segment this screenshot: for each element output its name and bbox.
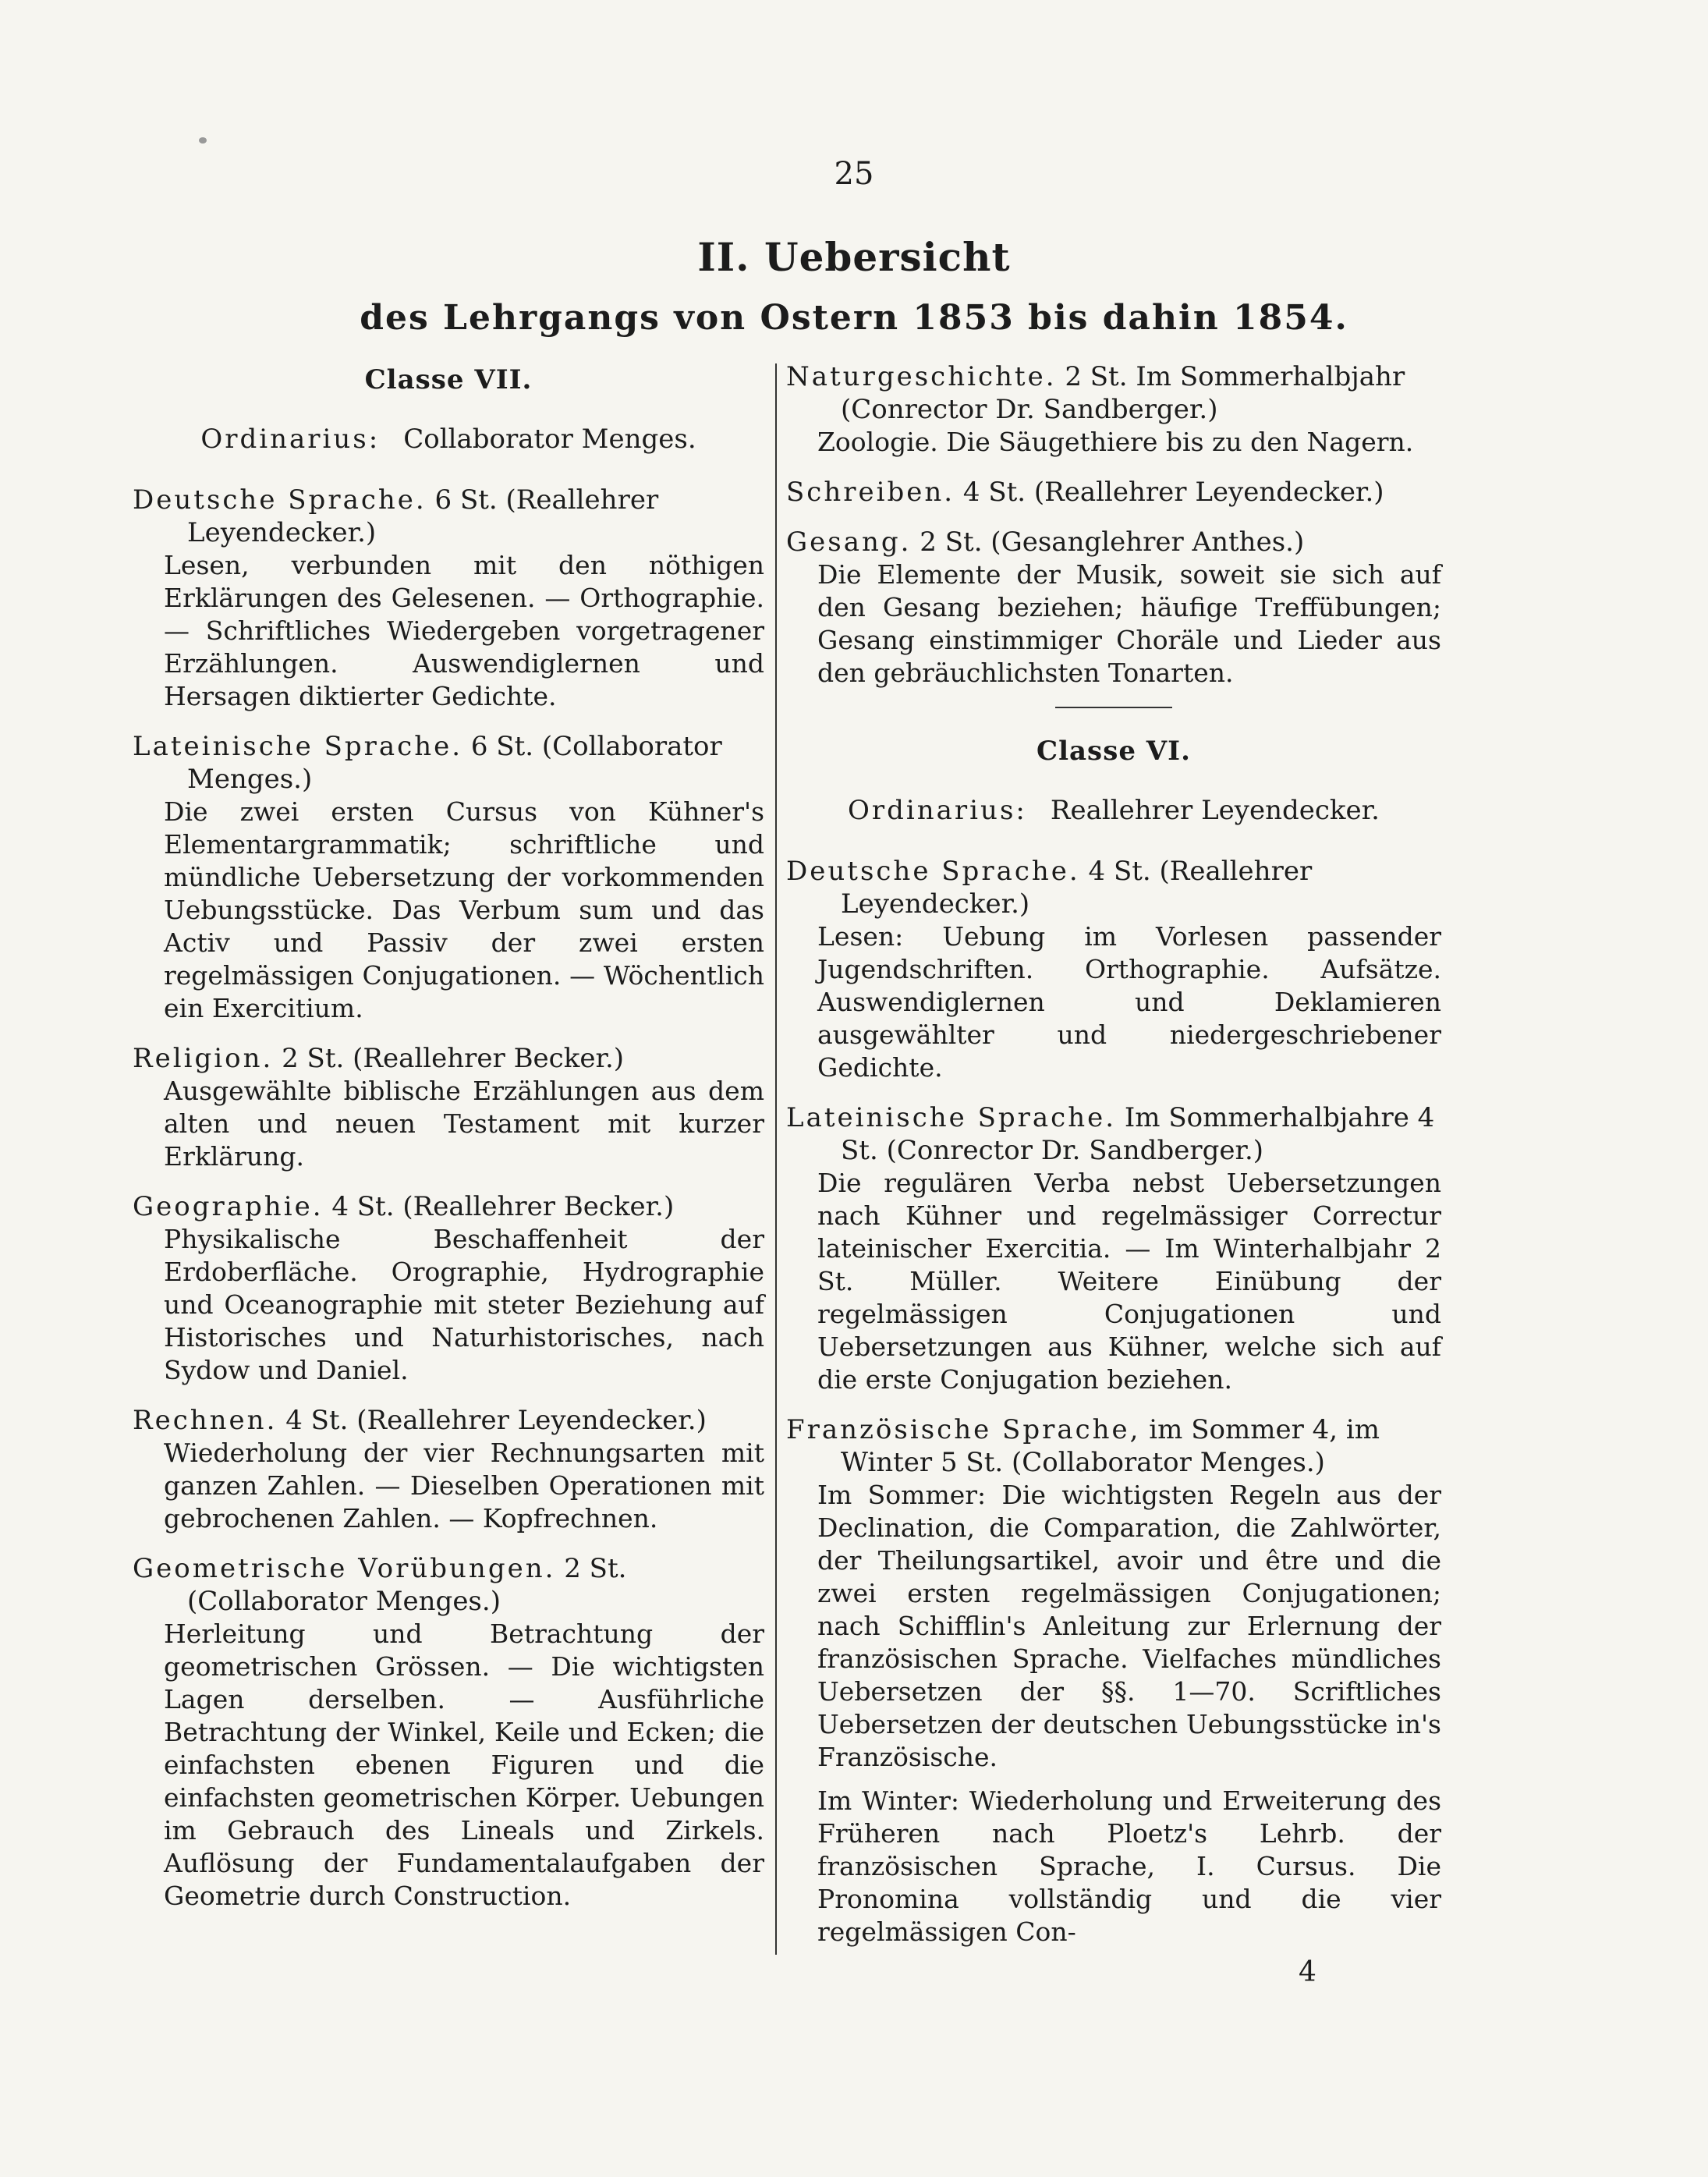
column-divider <box>775 363 777 1955</box>
subject-heading <box>133 1404 764 1437</box>
subject-name: Geographie. <box>133 1191 324 1222</box>
subject-heading <box>133 730 764 796</box>
ink-smudge <box>199 137 207 144</box>
subject-name: Deutsche Sprache. <box>133 484 427 516</box>
right-column <box>786 360 1441 1966</box>
subject-name: Schreiben. <box>786 477 955 508</box>
subject-body: Physikalische Beschaffenheit der Erdoberfläche. Orographie, Hydrographie und Oceanographie mit steter Beziehung auf Historisches und Naturhistorisches, nach Sydow und Daniel. <box>164 1224 764 1385</box>
subject-name: Lateinische Sprache. <box>133 731 463 762</box>
subject-info: 2 St. (Collaborator Menges.) <box>187 1553 627 1617</box>
subject-entry <box>133 1042 764 1173</box>
subject-entry <box>133 730 764 1025</box>
page-number: 25 <box>834 156 874 192</box>
subject-entry <box>133 1552 764 1913</box>
subject-body: Die regulären Verba nebst Uebersetzungen nach Kühner und regelmässiger Correctur lateinischer Exercitia. — Im Winterhalbjahr 2 St. Müller. Weitere Einübung der regelmässigen Conjugationen und Uebersetzungen aus Kühner, welche sich auf die erste Conjugation beziehen. <box>817 1168 1441 1395</box>
subject-heading <box>133 1552 764 1618</box>
subject-heading <box>786 855 1441 920</box>
subject-heading <box>133 1190 764 1223</box>
subject-body: Ausgewählte biblische Erzählungen aus dem alten und neuen Testament mit kurzer Erklärung. <box>164 1076 764 1172</box>
subject-body: Herleitung und Betrachtung der geometrischen Grössen. — Die wichtigsten Lagen derselben. — Ausführliche Betrachtung der Winkel, Keile und Ecken; die einfachsten ebenen Figuren und die einfachsten geometrischen Körper. Uebungen im Gebrauch des Lineals und Zirkels. Auflösung der Fundamentalaufgaben der Geometrie durch Construction. <box>164 1619 764 1911</box>
subject-entry <box>786 360 1441 459</box>
subject-entry <box>786 476 1441 509</box>
subject-body: Im Sommer: Die wichtigsten Regeln aus der Declination, die Comparation, die Zahlwörter, der Theilungsartikel, avoir und être und die zwei ersten regelmässigen Conjugationen; nach Schifflin's Anleitung zur Erlernung der französischen Sprache. Vielfaches mündliches Uebersetzen der §§. 1—70. Scriftliches Uebersetzen der deutschen Uebungsstücke in's Französische. <box>817 1480 1441 1772</box>
subject-heading <box>786 476 1441 509</box>
subject-body: Die zwei ersten Cursus von Kühner's Elementargrammatik; schriftliche und mündliche Uebersetzung der vorkommenden Uebungsstücke. Das Verbum sum und das Activ und Passiv der zwei ersten regelmässigen Conjugationen. — Wöchentlich ein Exercitium. <box>164 796 764 1023</box>
subject-body: Wiederholung der vier Rechnungsarten mit ganzen Zahlen. — Dieselben Operationen mit gebrochenen Zahlen. — Kopfrechnen. <box>164 1438 764 1533</box>
subject-name: Lateinische Sprache. <box>786 1102 1117 1133</box>
subject-name: Deutsche Sprache. <box>786 856 1080 887</box>
subject-name: Rechnen. <box>133 1405 278 1436</box>
ordinarius-line <box>133 423 764 456</box>
subject-info: 6 St. (Collaborator Menges.) <box>187 731 722 795</box>
subject-name: Geometrische Vorübungen. <box>133 1553 556 1584</box>
subject-heading <box>133 1042 764 1075</box>
class-heading: Classe VII. <box>364 364 533 395</box>
section-title: II. Uebersicht <box>697 234 1011 280</box>
subject-info: 6 St. (Reallehrer Leyendecker.) <box>187 484 659 548</box>
class-heading: Classe VI. <box>1036 736 1191 767</box>
section-subtitle: des Lehrgangs von Ostern 1853 bis dahin 1854. <box>360 298 1348 338</box>
subject-body: Lesen, verbunden mit den nöthigen Erklärungen des Gelesenen. — Orthographie. — Schriftliches Wiedergeben vorgetragener Erzählungen. Auswendiglernen und Hersagen diktierter Gedichte. <box>164 550 764 711</box>
subject-heading <box>786 526 1441 558</box>
subject-info: 4 St. (Reallehrer Leyendecker.) <box>841 856 1313 920</box>
subject-info: 2 St. (Reallehrer Becker.) <box>282 1043 625 1074</box>
subject-name: Gesang. <box>786 527 912 558</box>
subject-body: Die Elemente der Musik, soweit sie sich auf den Gesang beziehen; häufige Treffübungen; Gesang einstimmiger Choräle und Lieder aus den gebräuchlichsten Tonarten. <box>817 559 1441 688</box>
ordinarius-text: Reallehrer Leyendecker. <box>1050 795 1380 826</box>
subject-entry <box>786 855 1441 1084</box>
subject-info: 4 St. (Reallehrer Leyendecker.) <box>962 477 1384 508</box>
subject-heading <box>786 1413 1441 1479</box>
subject-info: 4 St. (Reallehrer Leyendecker.) <box>285 1405 707 1436</box>
subject-entry <box>786 1101 1441 1396</box>
subject-body: Lesen: Uebung im Vorlesen passender Jugendschriften. Orthographie. Aufsätze. Auswendiglernen und Deklamieren ausgewählter und niedergeschriebener Gedichte. <box>817 921 1441 1083</box>
subject-name: Naturgeschichte. <box>786 361 1057 392</box>
left-column <box>133 360 764 1930</box>
subject-body: Zoologie. Die Säugethiere bis zu den Nagern. <box>817 427 1414 457</box>
subject-info: 2 St. (Gesanglehrer Anthes.) <box>920 527 1305 558</box>
signature-mark: 4 <box>1299 1956 1316 1988</box>
subject-info: 2 St. Im Sommerhalbjahr (Conrector Dr. Sandberger.) <box>841 361 1405 425</box>
ordinarius-line <box>786 794 1441 827</box>
subject-heading <box>786 1101 1441 1167</box>
subject-name: Religion. <box>133 1043 274 1074</box>
subject-body-continued: Im Winter: Wiederholung und Erweiterung des Früheren nach Ploetz's Lehrb. der französischen Sprache, I. Cursus. Die Pronomina vollständig und die vier regelmässigen Con- <box>817 1785 1441 1947</box>
ordinarius-label: Ordinarius: <box>848 795 1027 826</box>
subject-info: 4 St. (Reallehrer Becker.) <box>331 1191 675 1222</box>
ordinarius-text: Collaborator Menges. <box>403 424 696 455</box>
subject-entry <box>133 1404 764 1535</box>
subject-entry <box>786 1413 1441 1948</box>
section-rule <box>1055 707 1172 708</box>
subject-info: Im Sommerhalbjahre 4 St. (Conrector Dr. Sandberger.) <box>841 1102 1435 1166</box>
subject-entry <box>133 484 764 713</box>
subject-heading <box>786 360 1441 426</box>
subject-heading <box>133 484 764 549</box>
subject-entry <box>133 1190 764 1387</box>
subject-name: Französische Sprache, <box>786 1414 1141 1445</box>
ordinarius-label: Ordinarius: <box>200 424 381 455</box>
subject-info: im Sommer 4, im Winter 5 St. (Collaborator Menges.) <box>841 1414 1380 1478</box>
subject-entry <box>786 526 1441 690</box>
